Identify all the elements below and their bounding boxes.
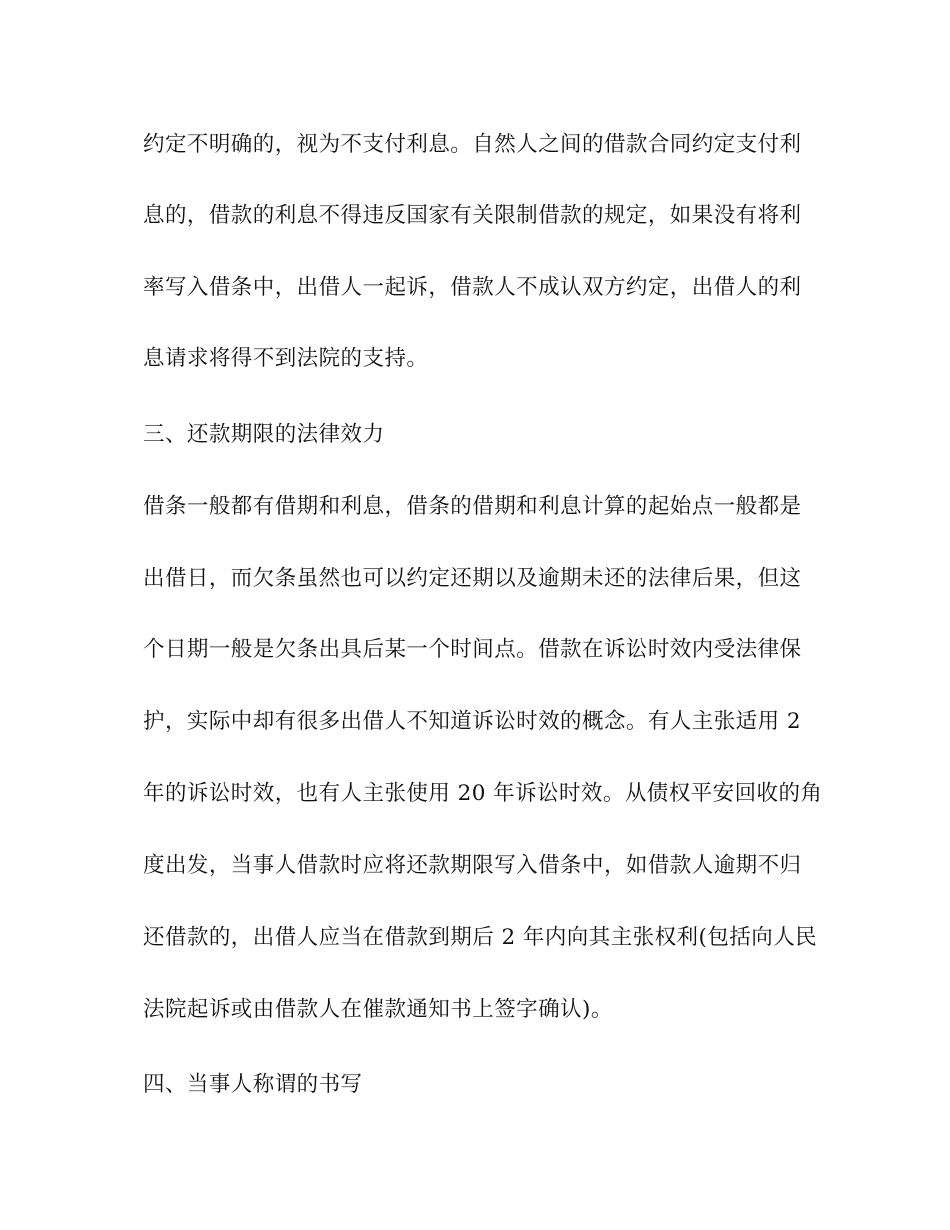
paragraph-2-line-8: 法院起诉或由借款人在催款通知书上签字确认)。 xyxy=(143,997,613,1022)
paragraph-2-line-7: 还借款的，出借人应当在借款到期后 2 年内向其主张权利(包括向人民 xyxy=(143,925,818,950)
paragraph-2-line-5: 年的诉讼时效，也有人主张使用 20 年诉讼时效。从债权平安回收的角 xyxy=(143,781,823,806)
paragraph-2-line-3: 个日期一般是欠条出具后某一个时间点。借款在诉讼时效内受法律保 xyxy=(143,637,802,662)
paragraph-2-line-2: 出借日，而欠条虽然也可以约定还期以及逾期未还的法律后果，但这 xyxy=(143,566,802,591)
paragraph-1-line-4: 息请求将得不到法院的支持。 xyxy=(143,346,429,371)
paragraph-1-line-1: 约定不明确的，视为不支付利息。自然人之间的借款合同约定支付利 xyxy=(143,132,802,157)
paragraph-1-line-2: 息的，借款的利息不得违反国家有关限制借款的规定，如果没有将利 xyxy=(143,203,802,228)
section-heading-4: 四、当事人称谓的书写 xyxy=(143,1072,363,1097)
section-heading-3: 三、还款期限的法律效力 xyxy=(143,422,385,447)
paragraph-2-line-4: 护，实际中却有很多出借人不知道诉讼时效的概念。有人主张适用 2 xyxy=(143,709,801,734)
paragraph-2-line-1: 借条一般都有借期和利息，借条的借期和利息计算的起始点一般都是 xyxy=(143,494,802,519)
paragraph-2-line-6: 度出发，当事人借款时应将还款期限写入借条中，如借款人逾期不归 xyxy=(143,853,802,878)
paragraph-1-line-3: 率写入借条中，出借人一起诉，借款人不成认双方约定，出借人的利 xyxy=(143,275,802,300)
